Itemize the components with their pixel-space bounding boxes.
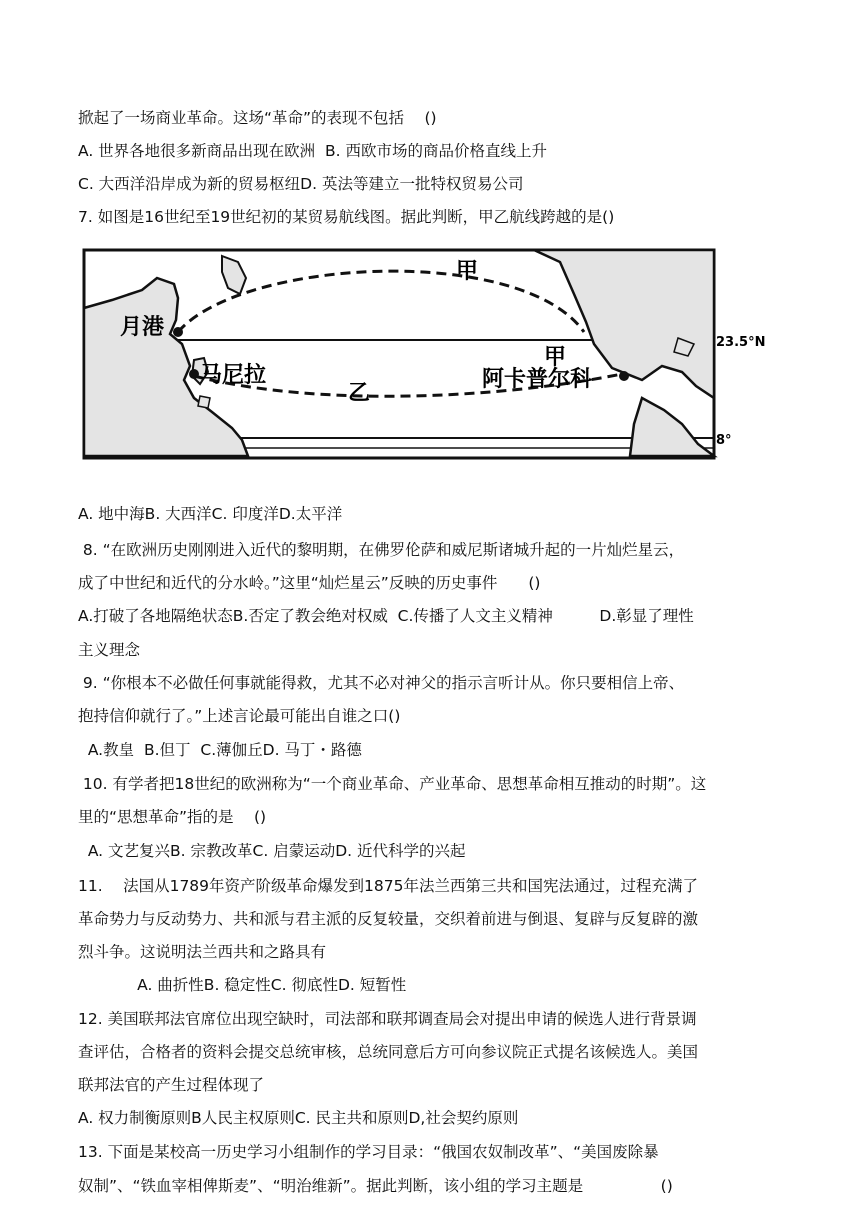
- label-yi: 乙: [348, 381, 371, 406]
- manila-port: [189, 369, 199, 379]
- yuegang-port: [173, 327, 183, 337]
- question-9-options: A.教皇 B.但丁 C.薄伽丘D. 马丁・路德: [78, 741, 362, 759]
- label-yuegang: 月港: [120, 315, 165, 340]
- question-7: 7. 如图是16世纪至19世纪初的某贸易航线图。据此判断，甲乙航线跨越的是(): [78, 208, 615, 226]
- text-line: 成了中世纪和近代的分水岭。”这里“灿烂星云”反映的历史事件 (): [78, 574, 541, 592]
- question-10: 10. 有学者把18世纪的欧洲称为“一个商业革命、产业革命、思想革命相互推动的时期”。这: [78, 775, 707, 793]
- text-line: 奴制”、“铁血宰相俾斯麦”、“明治维新”。据此判断，该小组的学习主题是 (): [78, 1177, 673, 1195]
- acapulco-port: [619, 371, 629, 381]
- south-america-landmass: [630, 398, 714, 456]
- question-9: 9. “你根本不必做任何事就能得救，尤其不必对神父的指示言听计从。你只要相信上帝、: [78, 674, 685, 692]
- japan-island: [222, 256, 246, 294]
- text-line: 掀起了一场商业革命。这场“革命”的表现不包括 (): [78, 109, 437, 127]
- trade-route-map: [82, 248, 774, 464]
- text-line: 里的“思想革命”指的是 (): [78, 808, 267, 826]
- small-island: [198, 396, 210, 408]
- question-12: 12. 美国联邦法官席位出现空缺时，司法部和联邦调查局会对提出申请的候选人进行背景调: [78, 1010, 697, 1028]
- label-jia-right: 甲: [544, 345, 567, 370]
- question-8-options: A.打破了各地隔绝状态B.否定了教会绝对权威 C.传播了人文主义精神 D.彰显了理性: [78, 607, 694, 625]
- text-line: C. 大西洋沿岸成为新的贸易枢纽D. 英法等建立一批特权贸易公司: [78, 175, 524, 193]
- question-7-options: A. 地中海B. 大西洋C. 印度洋D.太平洋: [78, 505, 343, 523]
- text-line: A. 世界各地很多新商品出现在欧洲 B. 西欧市场的商品价格直线上升: [78, 142, 548, 160]
- text-line: 查评估，合格者的资料会提交总统审核，总统同意后方可向参议院正式提名该候选人。美国: [78, 1043, 699, 1061]
- question-8: 8. “在欧洲历史刚刚进入近代的黎明期，在佛罗伦萨和威尼斯诸城升起的一片灿烂星云，: [78, 541, 685, 559]
- label-acapulco: 阿卡普尔科: [482, 367, 593, 392]
- label-lat-north: 23.5°N: [716, 335, 766, 350]
- text-line: 革命势力与反动势力、共和派与君主派的反复较量，交织着前进与倒退、复辟与反复辟的激: [78, 910, 699, 928]
- label-manila: 马尼拉: [200, 363, 267, 388]
- question-13: 13. 下面是某校高一历史学习小组制作的学习目录：“俄国农奴制改革”、“美国废除暴: [78, 1143, 659, 1161]
- question-11: 11. 法国从1789年资产阶级革命爆发到1875年法兰西第三共和国宪法通过，过程充满了: [78, 877, 698, 895]
- text-line: 烈斗争。这说明法兰西共和之路具有: [78, 943, 327, 961]
- question-12-options: A. 权力制衡原则B人民主权原则C. 民主共和原则D,社会契约原则: [78, 1109, 519, 1127]
- text-line: 抱持信仰就行了。”上述言论最可能出自谁之口(): [78, 707, 401, 725]
- label-lat-south: 8°: [716, 433, 732, 448]
- label-jia-top: 甲: [456, 259, 479, 284]
- text-line: 主义理念: [78, 641, 141, 659]
- text-line: 联邦法官的产生过程体现了: [78, 1076, 265, 1094]
- question-10-options: A. 文艺复兴B. 宗教改革C. 启蒙运动D. 近代科学的兴起: [78, 842, 466, 860]
- question-11-options: A. 曲折性B. 稳定性C. 彻底性D. 短暂性: [78, 976, 407, 994]
